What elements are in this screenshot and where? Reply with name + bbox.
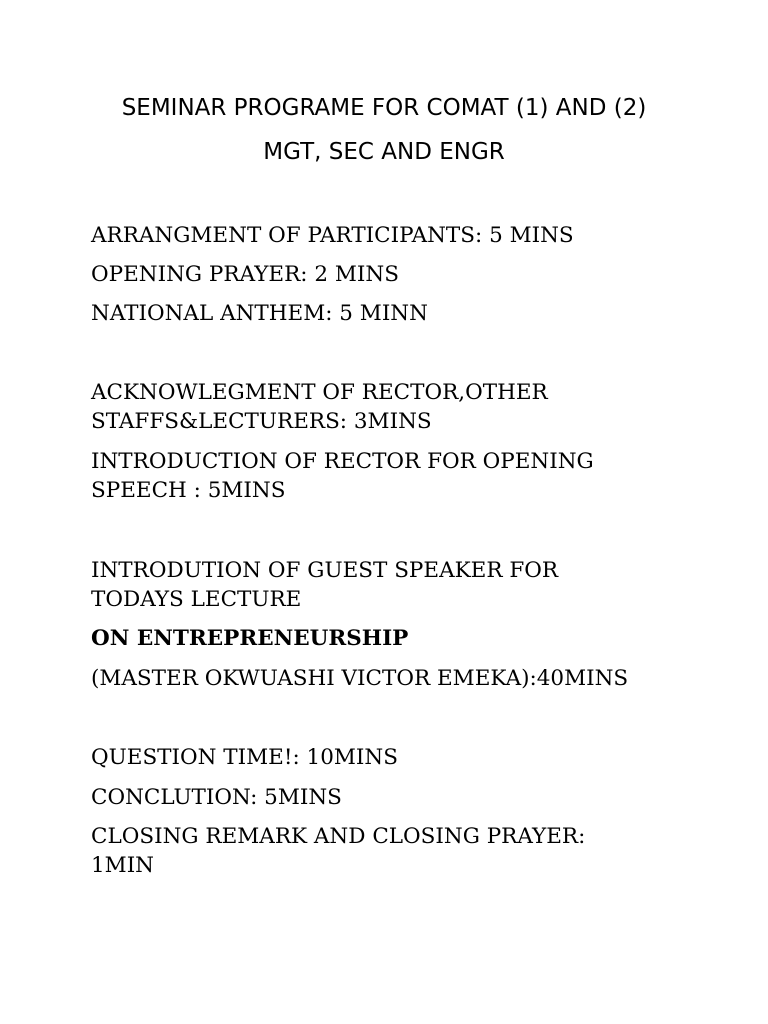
agenda-item-arrangement: ARRANGMENT OF PARTICIPANTS: 5 MINS [91, 223, 574, 248]
agenda-item-rector-intro-line-1: INTRODUCTION OF RECTOR FOR OPENING [91, 449, 594, 474]
agenda-item-guest-intro-line-2: TODAYS LECTURE [91, 587, 302, 612]
lecture-topic: ON ENTREPRENEURSHIP [91, 626, 409, 651]
title-line-1: SEMINAR PROGRAME FOR COMAT (1) AND (2) [121, 95, 647, 121]
agenda-item-conclusion: CONCLUTION: 5MINS [91, 785, 342, 810]
agenda-item-rector-intro-line-2: SPEECH : 5MINS [91, 478, 286, 503]
agenda-item-acknowledgment-line-1: ACKNOWLEGMENT OF RECTOR,OTHER [91, 380, 548, 405]
agenda-item-closing-line-1: CLOSING REMARK AND CLOSING PRAYER: [91, 824, 586, 849]
agenda-item-closing-line-2: 1MIN [91, 853, 154, 878]
guest-speaker: (MASTER OKWUASHI VICTOR EMEKA):40MINS [91, 666, 629, 691]
title-line-2: MGT, SEC AND ENGR [263, 139, 505, 165]
agenda-item-national-anthem: NATIONAL ANTHEM: 5 MINN [91, 301, 428, 326]
agenda-item-acknowledgment-line-2: STAFFS&LECTURERS: 3MINS [91, 409, 432, 434]
agenda-item-opening-prayer: OPENING PRAYER: 2 MINS [91, 262, 399, 287]
agenda-item-question-time: QUESTION TIME!: 10MINS [91, 745, 398, 770]
agenda-item-guest-intro-line-1: INTRODUTION OF GUEST SPEAKER FOR [91, 558, 559, 583]
